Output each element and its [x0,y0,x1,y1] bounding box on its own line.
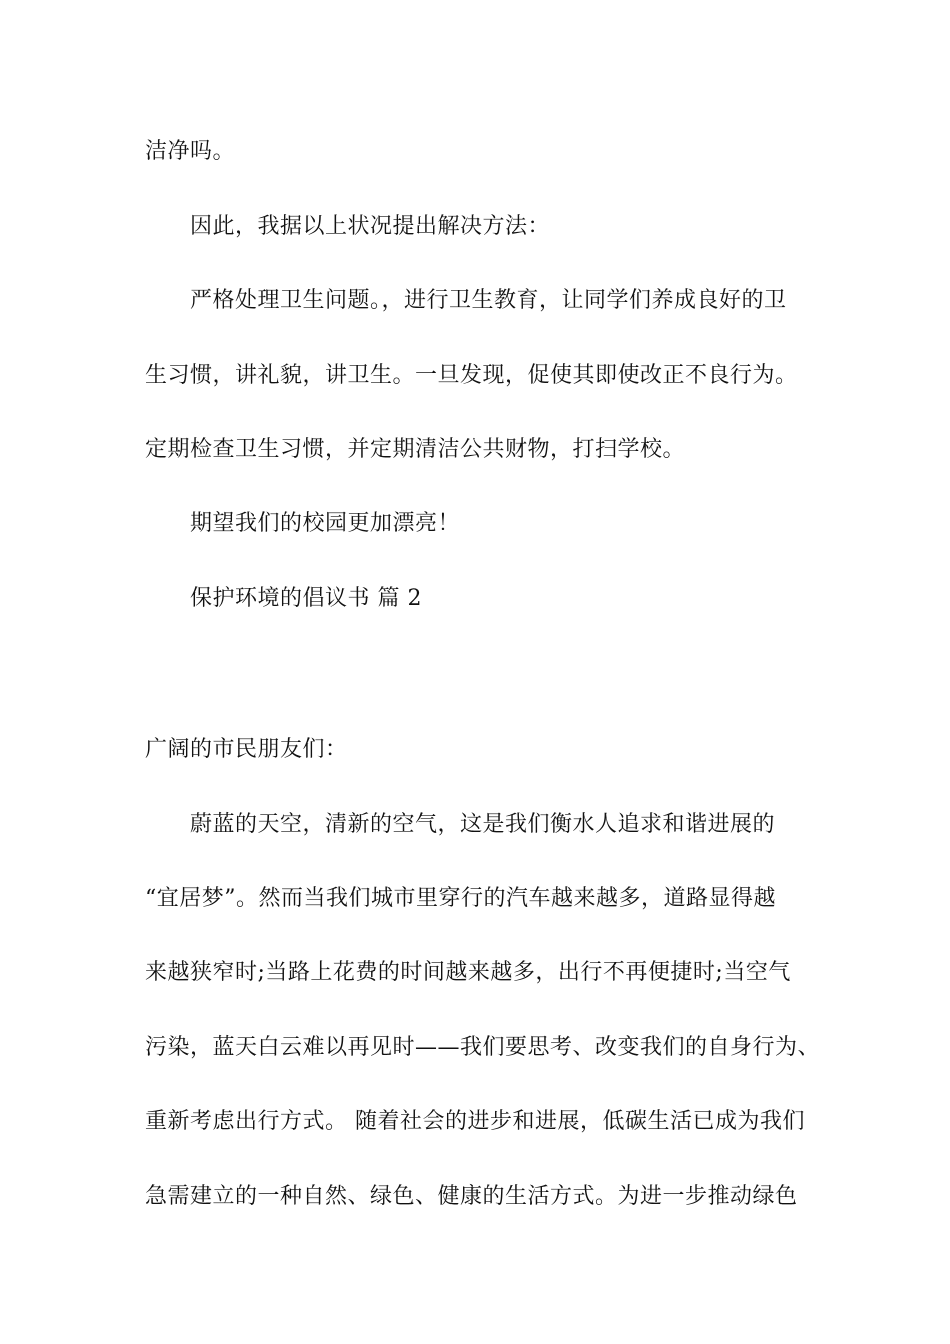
text-line-4: 生习惯，讲礼貌，讲卫生。一旦发现，促使其即使改正不良行为。 [145,363,798,388]
text-line-11: 污染，蓝天白云难以再见时——我们要思考、改变我们的自身行为、 [145,1035,821,1060]
section-heading: 保护环境的倡议书 篇 2 [190,586,422,611]
text-line-3: 严格处理卫生问题。，进行卫生教育，让同学们养成良好的卫 [190,288,787,313]
text-line-8: 蔚蓝的天空，清新的空气，这是我们衡水人追求和谐进展的 [190,812,776,837]
text-line-12: 重新考虑出行方式。 随着社会的进步和进展，低碳生活已成为我们 [145,1109,805,1134]
text-line-6: 期望我们的校园更加漂亮！ [190,511,461,536]
text-line-2: 因此，我据以上状况提出解决方法： [190,214,551,239]
text-line-9: “宜居梦”。然而当我们城市里穿行的汽车越来越多，道路显得越 [145,886,776,911]
text-line-5: 定期检查卫生习惯，并定期清洁公共财物，打扫学校。 [145,437,686,462]
salutation: 广阔的市民朋友们： [145,737,348,762]
text-line-1: 洁净吗。 [145,139,236,164]
text-line-13: 急需建立的一种自然、绿色、健康的生活方式。为进一步推动绿色 [145,1184,798,1209]
text-line-10: 来越狭窄时;当路上花费的时间越来越多，出行不再便捷时;当空气 [145,960,791,985]
